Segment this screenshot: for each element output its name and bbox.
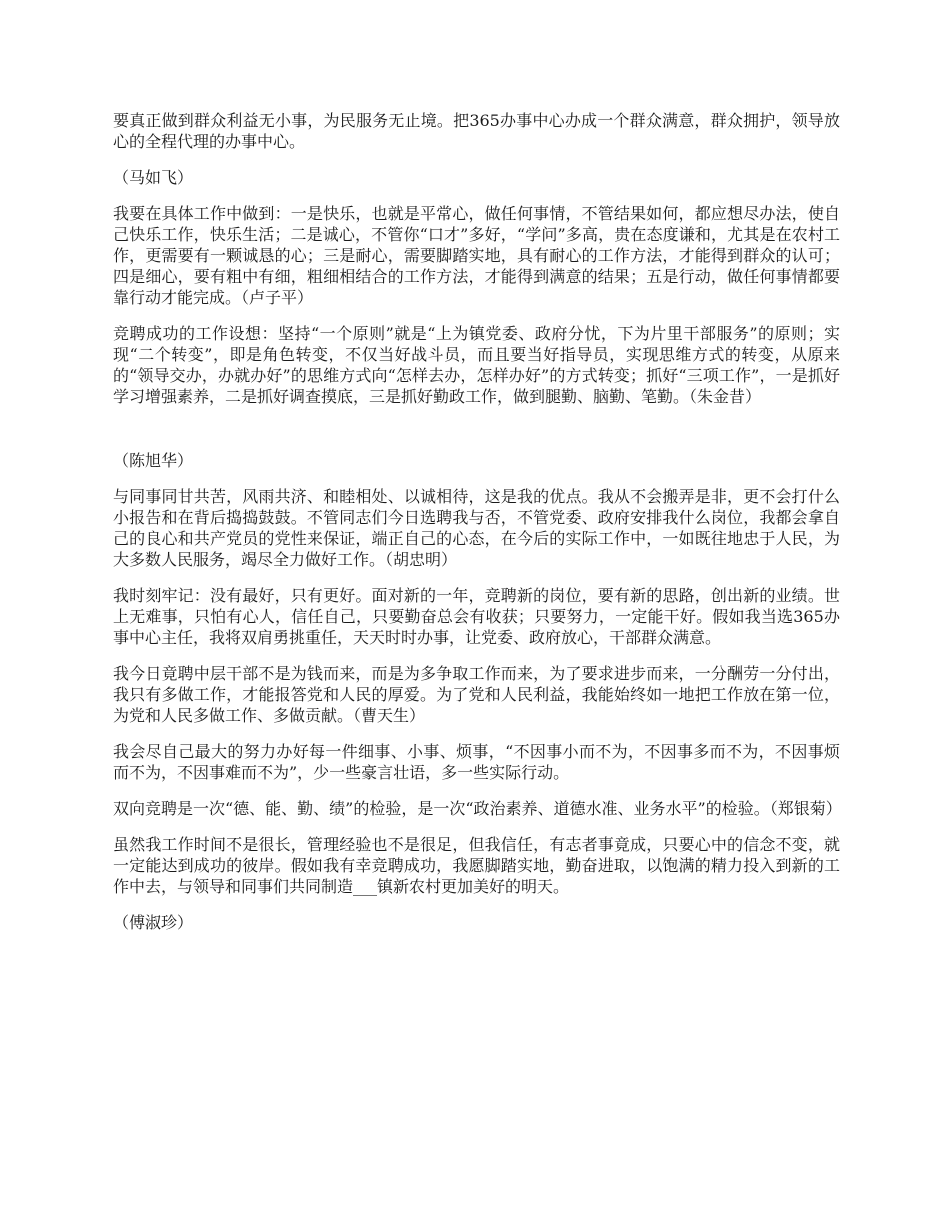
signature-fu-shuzhen: （傅淑珍）: [113, 913, 194, 932]
document-body: [113, 110, 840, 948]
signature-chen-xuhua: （陈旭华）: [113, 451, 194, 470]
paragraph-7: 我会尽自己最大的努力办好每一件细事、小事、烦事，“不因事小而不为，不因事多而不为，不因事烦而不为，不因事难而不为”，少一些豪言壮语，多一些实际行动。: [113, 742, 840, 782]
blank-gap: [113, 422, 840, 450]
paragraph-3: 竞聘成功的工作设想：坚持“一个原则”就是“上为镇党委、政府分忧，下为片里干部服务”的原则；实现“二个转变”，即是角色转变，不仅当好战斗员，而且要当好指导员，实现思维方式的转变，从原来的“领导交办，办就办好”的思维方式向“怎样去办，怎样办好”的方式转变；抓好“三项工作”，一是抓好学习增强素养，二是抓好调查摸底，三是抓好勤政工作，做到腿勤、脑勤、笔勤。（朱金昔）: [113, 324, 840, 406]
signature-ma-rufei: （马如飞）: [113, 168, 194, 187]
paragraph-5: 我时刻牢记：没有最好，只有更好。面对新的一年，竞聘新的岗位，要有新的思路，创出新的业绩。世上无难事，只怕有心人，信任自己，只要勤奋总会有收获；只要努力，一定能干好。假如我当选365办事中心主任，我将双肩勇挑重任，天天时时办事，让党委、政府放心，干部群众满意。: [113, 586, 840, 647]
paragraph-9: 虽然我工作时间不是很长，管理经验也不是很足，但我信任，有志者事竟成，只要心中的信念不变，就一定能达到成功的彼岸。假如我有幸竞聘成功，我愿脚踏实地，勤奋进取，以饱满的精力投入到新的工作中去，与领导和同事们共同制造___镇新农村更加美好的明天。: [113, 835, 840, 896]
paragraph-4: 与同事同甘共苦，风雨共济、和睦相处、以诚相待，这是我的优点。我从不会搬弄是非，更不会打什么小报告和在背后捣捣鼓鼓。不管同志们今日选聘我与否，不管党委、政府安排我什么岗位，我都会拿自己的良心和共产党员的党性来保证，端正自己的心态，在今后的实际工作中，一如既往地忠于人民，为大多数人民服务，竭尽全力做好工作。（胡忠明）: [113, 487, 840, 569]
paragraph-2: 我要在具体工作中做到：一是快乐，也就是平常心，做任何事情，不管结果如何，都应想尽办法，使自己快乐工作，快乐生活；二是诚心，不管你“口才”多好，“学问”多高，贵在态度谦和，尤其是在农村工作，更需要有一颗诚恳的心；三是耐心，需要脚踏实地，具有耐心的工作方法，才能得到群众的认可；四是细心，要有粗中有细，粗细相结合的工作方法，才能得到满意的结果；五是行动，做任何事情都要靠行动才能完成。（卢子平）: [113, 204, 840, 307]
paragraph-6: 我今日竟聘中层干部不是为钱而来，而是为多争取工作而来，为了要求进步而来，一分酬劳一分付出，我只有多做工作，才能报答党和人民的厚爱。为了党和人民利益，我能始终如一地把工作放在第一位，为党和人民多做工作、多做贡献。（曹天生）: [113, 664, 840, 725]
paragraph-1: 要真正做到群众利益无小事，为民服务无止境。把365办事中心办成一个群众满意，群众拥护，领导放心的全程代理的办事中心。: [113, 111, 840, 151]
paragraph-8: 双向竞聘是一次“德、能、勤、绩”的检验，是一次“政治素养、道德水准、业务水平”的检验。（郑银菊）: [113, 799, 842, 818]
